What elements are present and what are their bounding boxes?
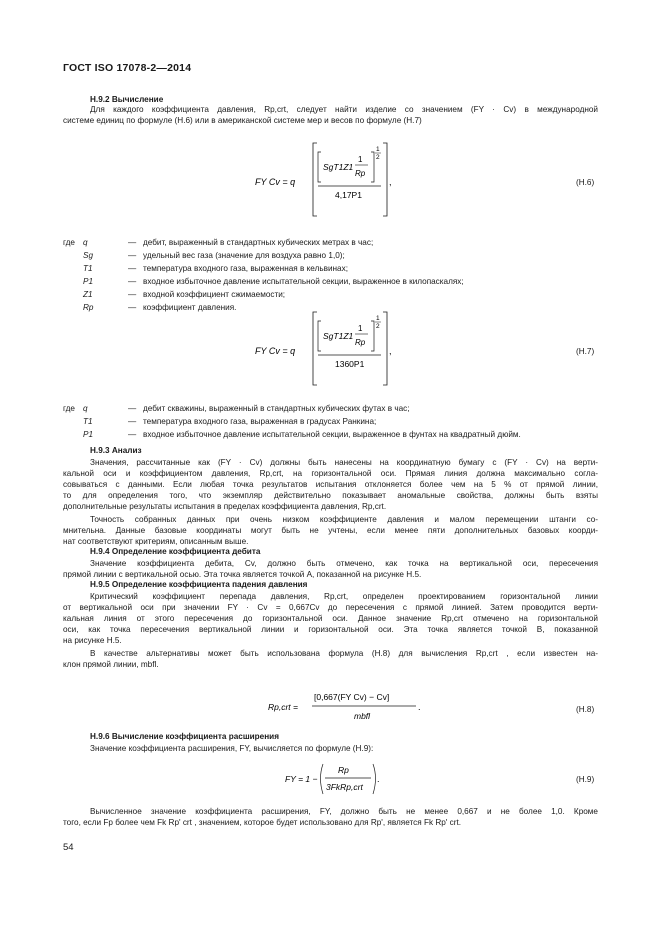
eq9-numerator: Rp <box>338 765 349 775</box>
s95-line-1: Критический коэффициент перепада давления, Rp,crt, определен проектированием горизонтальной линии <box>90 592 598 601</box>
def-q: q — дебит, выраженный в стандартных кубических метрах в час; <box>83 238 374 247</box>
s93-line-5: дополнительные результаты испытания в пределах коэффициента давления, Rp,crt. <box>63 502 387 511</box>
def-text: коэффициент давления. <box>143 303 237 312</box>
eq7-comma: , <box>389 346 392 356</box>
eq8-denominator: mbfl <box>354 711 371 721</box>
s95-line-2: от вертикальной оси при значении FY · Cv = 0,667Cv до пересечения с прямой линией. Затем проводится верти- <box>63 603 598 612</box>
eq8-lhs: Rp,crt = <box>268 702 298 712</box>
eq8-number: (Н.8) <box>576 705 595 714</box>
eq6-exp-top: 1 <box>376 146 380 153</box>
defs2-where: где <box>63 404 75 413</box>
eq7-lhs: FY Cv = q <box>255 346 296 356</box>
eq6-lhs: FY Cv = q <box>255 177 296 187</box>
s93-line-3: совываться с данными. Если любая точка результатов испытания отклоняется более чем на 5 % от прямой линии, <box>63 480 598 489</box>
final-line-2: того, если Fp более чем Fk Rp' crt , значением, которое будет использовано для Rp', является Fk Rp' crt. <box>63 818 461 827</box>
def-text: дебит, выраженный в стандартных кубических метрах в час; <box>143 238 374 247</box>
formula-h7 <box>255 307 415 389</box>
eq6-one: 1 <box>358 155 363 164</box>
def-text: входной коэффициент сжимаемости; <box>143 290 286 299</box>
s95-line-4: оси, как точка пересечения вертикальной линии и горизонтальной оси. Эта точка является точкой В, показанной <box>63 625 598 634</box>
s94-line-1: Значение коэффициента дебита, Cv, должно быть отмечено, как точка на вертикальной оси, пересечения <box>90 559 598 568</box>
s92-line-1: Для каждого коэффициента давления, Rp,crt, следует найти изделие со значением (FY · Cv) в международной <box>90 105 598 114</box>
s93-line-2: кальной оси и коэффициентом давления, Rp,crt, на горизонтальной оси. Прямая линия должна максимально согла- <box>63 469 598 478</box>
eq6-numerator: SgT1Z1 <box>323 162 354 172</box>
eq7-exp-bot: 2 <box>376 323 380 330</box>
def-z1: Z1 — входной коэффициент сжимаемости; <box>83 290 286 299</box>
s93-line-7: мнительна. Данные базовые координаты могут быть не учтены, если менее пяти дополнительных базовых коорди- <box>63 526 598 535</box>
heading-h93: Н.9.3 Анализ <box>90 446 142 455</box>
s93-line-8: нат соответствуют критериям, описанным выше. <box>63 537 249 546</box>
heading-h92: Н.9.2 Вычисление <box>90 95 164 104</box>
def2-p1: P1 — входное избыточное давление испытательной секции, выраженное в фунтах на квадратный дюйм. <box>83 430 521 439</box>
def-symbol: q <box>83 238 88 247</box>
eq8-numerator: [0,667(FY Cv) − Cv] <box>314 692 390 702</box>
def-symbol: P1 <box>83 277 94 286</box>
eq9-denominator: 3FkRp,crt <box>326 782 363 792</box>
eq7-rp: Rp <box>355 338 366 347</box>
def-symbol: T1 <box>83 417 93 426</box>
eq6-exp-bot: 2 <box>376 154 380 161</box>
eq6-number: (Н.6) <box>576 178 595 187</box>
eq7-exp-top: 1 <box>376 315 380 322</box>
document-header: ГОСТ ISO 17078-2—2014 <box>63 62 192 74</box>
s94-line-2: прямой линии с вертикальной осью. Эта точка является точкой А, показанной на рисунке Н.5. <box>63 570 422 579</box>
def2-q: q — дебит скважины, выраженный в стандартных кубических футах в час; <box>83 404 410 413</box>
eq9-number: (Н.9) <box>576 775 595 784</box>
def-text: входное избыточное давление испытательной секции, выраженное в килопаскалях; <box>143 277 464 286</box>
def-rp: Rp — коэффициент давления. <box>83 303 237 312</box>
s93-line-4: то для определения того, что экземпляр действительно показывает аномальные свойства, должны быть взяты <box>63 491 598 500</box>
eq6-comma: , <box>389 177 392 187</box>
s96-line-1: Значение коэффициента расширения, FY, вычисляется по формуле (Н.9): <box>90 744 374 753</box>
formula-h8 <box>268 686 448 726</box>
def-symbol: T1 <box>83 264 93 273</box>
defs1-where: где <box>63 238 75 247</box>
def-p1: P1 — входное избыточное давление испытательной секции, выраженное в килопаскалях; <box>83 277 464 286</box>
heading-h94: Н.9.4 Определение коэффициента дебита <box>90 547 261 556</box>
def-text: температура входного газа, выраженная в градусах Ранкина; <box>143 417 377 426</box>
s95-line-5: на рисунке Н.5. <box>63 636 122 645</box>
def-text: входное избыточное давление испытательной секции, выраженное в фунтах на квадратный дюйм. <box>143 430 521 439</box>
heading-h95: Н.9.5 Определение коэффициента падения давления <box>90 580 308 589</box>
heading-h96: Н.9.6 Вычисление коэффициента расширения <box>90 732 279 741</box>
page-number: 54 <box>63 842 74 853</box>
formula-h6 <box>255 138 415 220</box>
eq8-period: . <box>418 702 421 712</box>
def-text: температура входного газа, выраженная в кельвинах; <box>143 264 348 273</box>
def-text: дебит скважины, выраженный в стандартных кубических футах в час; <box>143 404 410 413</box>
eq7-denominator: 1360P1 <box>335 359 365 369</box>
s93-line-6: Точность собранных данных при очень низком коэффициенте давления и малом перемещении штанги со- <box>90 515 598 524</box>
def-symbol: Rp <box>83 303 94 312</box>
eq7-one: 1 <box>358 324 363 333</box>
def-symbol: Sg <box>83 251 94 260</box>
formula-h9 <box>285 760 425 800</box>
s95-line-3: кальная линия от этого пересечения до горизонтальной оси. Данное значение Rp,crt отмечено на горизонтальной <box>63 614 598 623</box>
eq6-rp: Rp <box>355 169 366 178</box>
def-symbol: P1 <box>83 430 94 439</box>
final-line-1: Вычисленное значение коэффициента расширения, FY, должно быть не менее 0,667 и не более 1,0. Кроме <box>90 807 598 816</box>
def-symbol: q <box>83 404 88 413</box>
eq7-numerator: SgT1Z1 <box>323 331 354 341</box>
s93-line-1: Значения, рассчитанные как (FY · Cv) должны быть нанесены на координатную бумагу с (FY · Cv) на верти- <box>90 458 598 467</box>
s95-line-7: клон прямой линии, mbfl. <box>63 660 159 669</box>
def2-t1: T1 — температура входного газа, выраженная в градусах Ранкина; <box>83 417 377 426</box>
def-t1: T1 — температура входного газа, выраженная в кельвинах; <box>83 264 348 273</box>
eq6-denominator: 4,17P1 <box>335 190 362 200</box>
def-symbol: Z1 <box>83 290 93 299</box>
def-text: удельный вес газа (значение для воздуха равно 1,0); <box>143 251 345 260</box>
eq7-number: (Н.7) <box>576 347 595 356</box>
s92-line-2: системе единиц по формуле (Н.6) или в американской системе мер и весов по формуле (Н.7) <box>63 116 422 125</box>
def-sg: Sg — удельный вес газа (значение для воздуха равно 1,0); <box>83 251 345 260</box>
eq9-period: . <box>377 774 380 784</box>
s95-line-6: В качестве альтернативы может быть использована формула (Н.8) для вычисления Rp,crt , если известен на- <box>90 649 598 658</box>
eq9-lhs: FY = 1 − <box>285 774 318 784</box>
